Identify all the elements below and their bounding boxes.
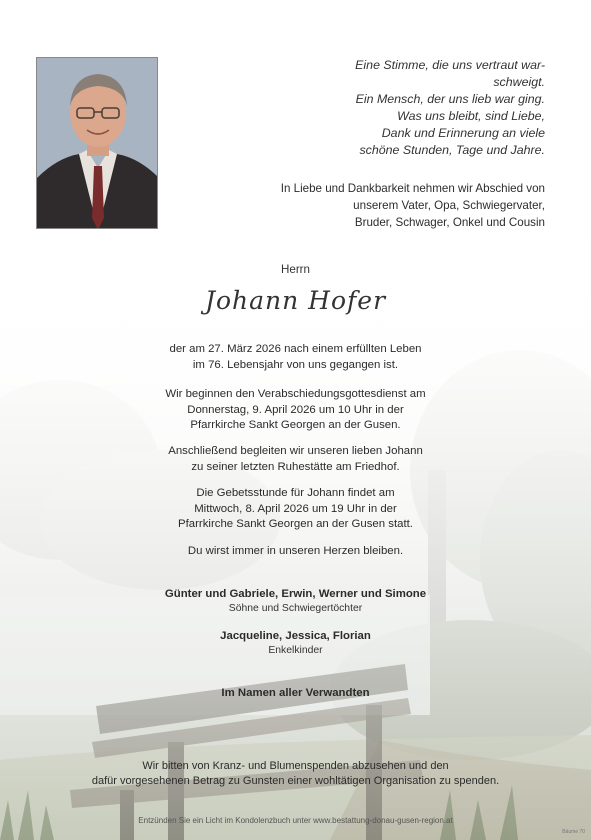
children-relation: Söhne und Schwiegertöchter [228,603,363,614]
children-names: Günter und Gabriele, Erwin, Werner und Simone [164,588,427,600]
service-notice [0,387,591,434]
farewell-intro [245,180,545,231]
text-line: dafür vorgesehenen Betrag zu Gunsten einer wohltätigen Organisation zu spenden. [91,775,500,787]
poem-line: schweigt. [493,75,545,89]
intro-line: In Liebe und Dankbarkeit nehmen wir Abschied von [280,182,545,195]
text-line: Die Gebetsstunde für Johann findet am [196,487,395,499]
corner-label: Bäume 70 [562,829,585,835]
text-line: Mittwoch, 8. April 2026 um 19 Uhr in der [194,502,397,515]
portrait-image [37,58,158,229]
text-line: Pfarrkirche Sankt Georgen an der Gusen statt. [178,518,413,531]
donation-request [0,759,591,789]
poem-line: Ein Mensch, der uns lieb war ging. [355,92,545,106]
text-line: Anschließend begleiten wir unseren lieben Johann [168,445,423,457]
burial-notice [0,444,591,475]
death-notice [0,342,591,373]
poem [285,57,545,159]
poem-line: Dank und Erinnerung an viele [381,126,545,140]
intro-line: unserem Vater, Opa, Schwiegervater, [353,199,545,212]
text-line: Donnerstag, 9. April 2026 um 10 Uhr in der [187,403,404,416]
deceased-name: Johann Hofer [204,286,387,315]
condolence-footer: Entzünden Sie ein Licht im Kondolenzbuch unter www.bestattung-donau-gusen-region.at [138,816,453,825]
prayer-notice [0,486,591,533]
poem-line: schöne Stunden, Tage und Jahre. [359,143,545,157]
portrait-photo [36,57,158,229]
text-line: Pfarrkirche Sankt Georgen an der Gusen. [190,419,401,432]
grandchildren-relation: Enkelkinder [268,645,323,656]
text-line: im 76. Lebensjahr von uns gegangen ist. [192,358,399,371]
text-line: der am 27. März 2026 nach einem erfüllten Leben [169,343,422,355]
poem-line: Was uns bleibt, sind Liebe, [397,109,545,123]
salutation: Herrn [281,263,310,276]
text-line: zu seiner letzten Ruhestätte am Friedhof. [191,460,400,473]
text-line: Wir bitten von Kranz- und Blumenspenden abzusehen und den [142,760,449,772]
poem-line: Eine Stimme, die uns vertraut war- [355,58,545,72]
grandchildren-names: Jacqueline, Jessica, Florian [220,630,371,642]
relatives-line: Im Namen aller Verwandten [221,687,370,699]
text-line: Wir beginnen den Verabschiedungsgottesdienst am [165,388,426,400]
closing-line: Du wirst immer in unseren Herzen bleiben. [187,545,404,557]
intro-line: Bruder, Schwager, Onkel und Cousin [354,216,545,229]
